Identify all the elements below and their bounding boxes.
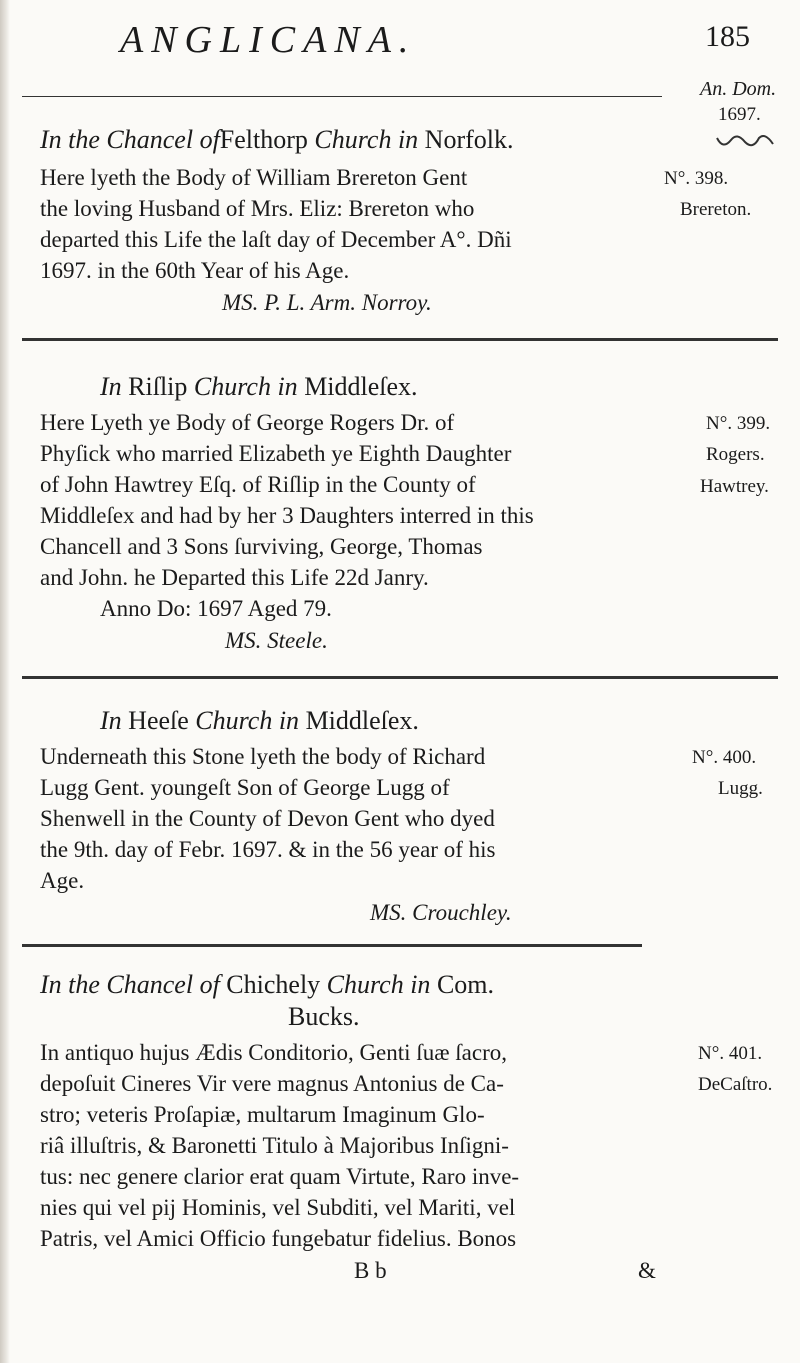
entry-3-number: N°. 400.: [692, 747, 757, 768]
header-rule: [22, 96, 662, 97]
entry-2-heading-mid: Church in: [193, 372, 298, 401]
entry-2-line-3: of John Hawtrey Eſq. of Riſlip in the County of: [40, 472, 476, 497]
entry-divider: [22, 676, 778, 679]
entry-2-heading-prefix: In: [100, 372, 122, 401]
entry-1-line-4: 1697. in the 60th Year of his Age.: [40, 258, 350, 283]
entry-3-line-1: Underneath this Stone lyeth the body of Richard: [40, 744, 486, 769]
entry-3-place: Heeſe: [128, 706, 189, 735]
running-title: ANGLICANA.: [120, 19, 417, 61]
entry-2-heading: [100, 372, 418, 402]
entry-1-county: Norfolk.: [424, 125, 514, 154]
entry-4-place: Chichely: [226, 970, 321, 999]
entry-4-line-5: tus: nec genere clarior erat quam Virtute, Raro inve-: [40, 1164, 520, 1189]
entry-4-number: N°. 401.: [698, 1043, 763, 1064]
entry-3-source: MS. Crouchley.: [370, 900, 512, 925]
entry-1-heading: [40, 125, 514, 155]
entry-4-heading-prefix: In the Chancel of: [40, 970, 220, 999]
entry-1-heading-prefix: In the Chancel of: [40, 125, 220, 154]
entry-4-line-6: nies qui vel pij Hominis, vel Subditi, vel Mariti, vel: [40, 1195, 516, 1220]
entry-3-line-3: Shenwell in the County of Devon Gent who dyed: [40, 806, 495, 831]
entry-4-line-2: depoſuit Cineres Vir vere magnus Antonius de Ca-: [40, 1071, 504, 1096]
entry-3-side-name: Lugg.: [718, 778, 763, 799]
entry-1-side-name: Brereton.: [680, 199, 752, 220]
entry-4-heading-mid: Church in: [326, 970, 431, 999]
entry-1-line-3: departed this Life the laſt day of December A°. Dñi: [40, 227, 512, 252]
entry-2-source: MS. Steele.: [225, 628, 328, 653]
entry-4-line-1: In antiquo hujus Ædis Conditorio, Genti ſuæ ſacro,: [40, 1040, 507, 1065]
entry-4-line-4: riâ illuſtris, & Baronetti Titulo à Majoribus Inſigni-: [40, 1133, 509, 1158]
entry-1-line-2: the loving Husband of Mrs. Eliz: Brereton who: [40, 196, 475, 221]
entry-4-line-7: Patris, vel Amici Officio fungebatur fidelius. Bonos: [40, 1226, 517, 1251]
entry-2-side-name-2: Hawtrey.: [700, 476, 769, 497]
entry-3-county: Middleſex.: [305, 706, 419, 735]
entry-4-line-3: stro; veteris Proſapiæ, multarum Imaginum Glo-: [40, 1102, 485, 1127]
entry-1-line-1: Here lyeth the Body of William Brereton Gent: [40, 165, 468, 190]
entry-3-heading-mid: Church in: [195, 706, 300, 735]
entry-2-line-6: and John. he Departed this Life 22d Janry.: [40, 565, 429, 590]
entry-2-number: N°. 399.: [706, 413, 771, 434]
entry-3-heading-prefix: In: [100, 706, 122, 735]
entry-1-source: MS. P. L. Arm. Norroy.: [222, 290, 432, 315]
entry-1-place: Felthorp: [219, 125, 308, 154]
entry-2-place: Riſlip: [128, 372, 188, 401]
entry-4-side-name: DeCaſtro.: [698, 1074, 773, 1095]
entry-2-line-1: Here Lyeth ye Body of George Rogers Dr. of: [40, 410, 455, 435]
entry-2-line-5: Chancell and 3 Sons ſurviving, George, Thomas: [40, 534, 483, 559]
signature-mark: B b: [354, 1258, 387, 1283]
entry-4-heading-line-2: Bucks.: [288, 1002, 360, 1031]
entry-1-number: N°. 398.: [664, 168, 729, 189]
entry-3-heading: [100, 706, 419, 736]
entry-1-heading-mid: Church in: [314, 125, 419, 154]
entry-divider: [22, 944, 642, 947]
entry-3-line-5: Age.: [40, 868, 85, 893]
catchword: &: [638, 1258, 656, 1283]
page-number: 185: [705, 20, 750, 53]
entry-2-line-7: Anno Do: 1697 Aged 79.: [100, 596, 332, 621]
entry-4-county: Com.: [436, 970, 495, 999]
entry-3-line-2: Lugg Gent. youngeſt Son of George Lugg of: [40, 775, 450, 800]
entry-2-side-name-1: Rogers.: [706, 444, 765, 465]
entry-2-county: Middleſex.: [304, 372, 418, 401]
entry-2-line-4: Middleſex and had by her 3 Daughters interred in this: [40, 503, 534, 528]
margin-an-dom: An. Dom.: [700, 78, 777, 100]
margin-year: 1697.: [718, 104, 761, 125]
ornament-flourish-icon: [715, 130, 775, 152]
entry-3-line-4: the 9th. day of Febr. 1697. & in the 56 year of his: [40, 837, 496, 862]
entry-2-line-2: Phyſick who married Elizabeth ye Eighth Daughter: [40, 441, 512, 466]
entry-4-heading: [40, 970, 494, 1000]
entry-divider: [22, 338, 778, 341]
